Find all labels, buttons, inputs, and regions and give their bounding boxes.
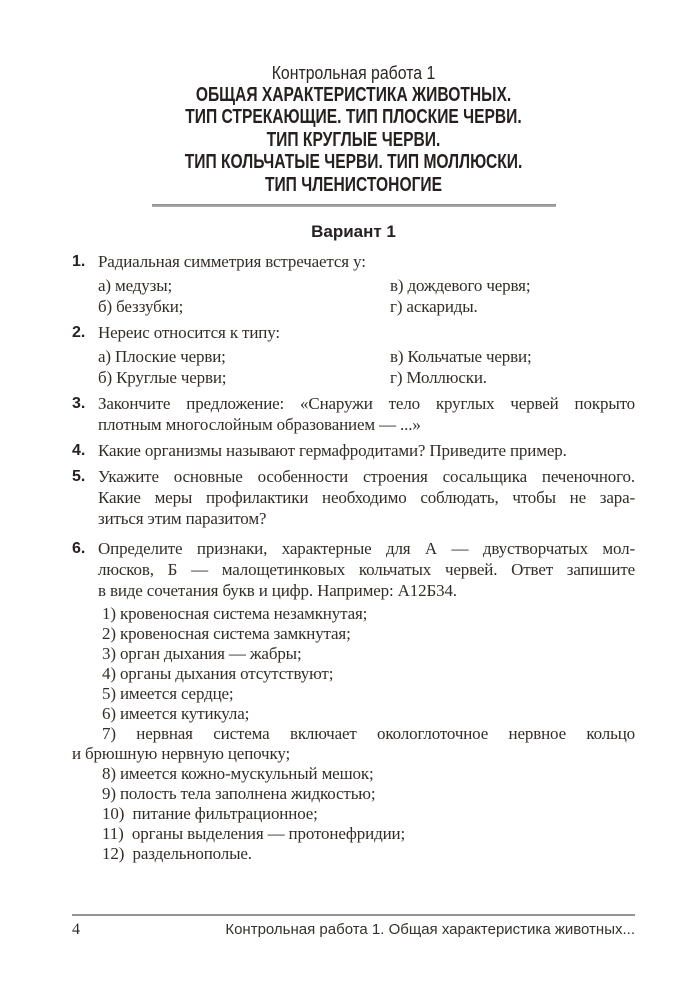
question <box>72 322 635 388</box>
statement-item: 3) орган дыхания — жабры; <box>102 644 302 664</box>
question-line: Радиальная симметрия встречается у: <box>98 252 366 272</box>
question-number: 2. <box>72 324 86 342</box>
footer-rule <box>72 914 635 916</box>
answer-option: г) аскариды. <box>390 297 478 317</box>
statement-item: 12) раздельнополые. <box>102 844 252 864</box>
question-text <box>98 393 635 435</box>
answer-option: б) Круглые черви; <box>98 368 227 388</box>
statement-item: 8) имеется кожно-мускульный мешок; <box>102 764 374 784</box>
main-title-line: ТИП ЧЛЕНИСТОНОГИЕ <box>264 173 443 196</box>
question-text <box>98 538 635 601</box>
title-divider <box>152 204 556 207</box>
work-title: Контрольная работа 1 <box>271 63 436 83</box>
question-number: 1. <box>72 253 86 271</box>
main-title-line: ТИП СТРЕКАЮЩИЕ. ТИП ПЛОСКИЕ ЧЕРВИ. <box>185 106 522 129</box>
statement-item: 6) имеется кутикула; <box>102 704 250 724</box>
answer-option: в) дождевого червя; <box>390 276 531 296</box>
question <box>72 466 635 529</box>
statement-item: 10) питание фильтрационное; <box>102 804 318 824</box>
answer-option-row <box>98 346 635 367</box>
page-number: 4 <box>72 921 80 938</box>
answer-option: г) Моллюски. <box>390 368 487 388</box>
question-number: 5. <box>72 468 86 486</box>
question-number: 4. <box>72 442 86 460</box>
question <box>72 251 635 317</box>
statement-item: 2) кровеносная система замкнутая; <box>102 624 351 644</box>
main-title-line: ОБЩАЯ ХАРАКТЕРИСТИКА ЖИВОТНЫХ. <box>195 84 512 106</box>
main-title-line: ТИП КОЛЬЧАТЫЕ ЧЕРВИ. ТИП МОЛЛЮСКИ. <box>184 151 523 174</box>
statement-item: 4) органы дыхания отсутствуют; <box>102 664 334 684</box>
variant-heading: Вариант 1 <box>311 222 396 242</box>
answer-options <box>98 346 635 388</box>
question-text <box>98 322 635 388</box>
question-line: Закончите предложение: «Снаружи тело круглых червей покрыто <box>98 394 635 414</box>
question-line: в виде сочетания букв и цифр. Например: А12Б34. <box>98 581 457 601</box>
statement-item: 1) кровеносная система незамкнутая; <box>102 604 368 624</box>
question-line: Какие организмы называют гермафродитами? Приведите пример. <box>98 441 567 461</box>
question <box>72 538 635 601</box>
answer-options <box>98 275 635 317</box>
answer-option: а) Плоские черви; <box>98 347 226 367</box>
answer-option-row <box>98 296 635 317</box>
statement-item: 9) полость тела заполнена жидкостью; <box>102 784 376 804</box>
question-line: Какие меры профилактики необходимо соблюдать, чтобы не зара- <box>98 488 635 508</box>
question-line: люсков, Б — малощетинковых кольчатых червей. Ответ запишите <box>98 560 635 580</box>
question-text <box>98 440 635 461</box>
statement-item: 7) нервная система включает окологлоточное нервное кольцо <box>102 724 635 744</box>
question-text <box>98 466 635 529</box>
answer-option: в) Кольчатые черви; <box>390 347 532 367</box>
question-line: Укажите основные особенности строения сосальщика печеночного. <box>98 467 635 487</box>
statement-item: и брюшную нервную цепочку; <box>72 744 291 764</box>
answer-option: а) медузы; <box>98 276 173 296</box>
questions <box>72 251 635 864</box>
main-title-line: ТИП КРУГЛЫЕ ЧЕРВИ. <box>266 128 441 151</box>
question <box>72 440 635 461</box>
question-text <box>98 251 635 317</box>
question-line: Определите признаки, характерные для А — двустворчатых мол- <box>98 539 635 559</box>
answer-option-row <box>98 367 635 388</box>
running-title: Контрольная работа 1. Общая характеристика животных... <box>225 921 635 938</box>
statement-list <box>72 604 635 864</box>
answer-option-row <box>98 275 635 296</box>
question-number: 6. <box>72 540 86 558</box>
statement-item: 5) имеется сердце; <box>102 684 234 704</box>
footer-row <box>72 921 635 939</box>
question-line: зиться этим паразитом? <box>98 509 267 529</box>
question-number: 3. <box>72 395 86 413</box>
page-footer <box>72 914 635 939</box>
main-title <box>134 84 573 196</box>
question-line: Нереис относится к типу: <box>98 323 280 343</box>
statement-item: 11) органы выделения — протонефридии; <box>102 824 406 844</box>
answer-option: б) беззубки; <box>98 297 184 317</box>
question <box>72 393 635 435</box>
question-line: плотным многослойным образованием — ...» <box>98 415 421 435</box>
